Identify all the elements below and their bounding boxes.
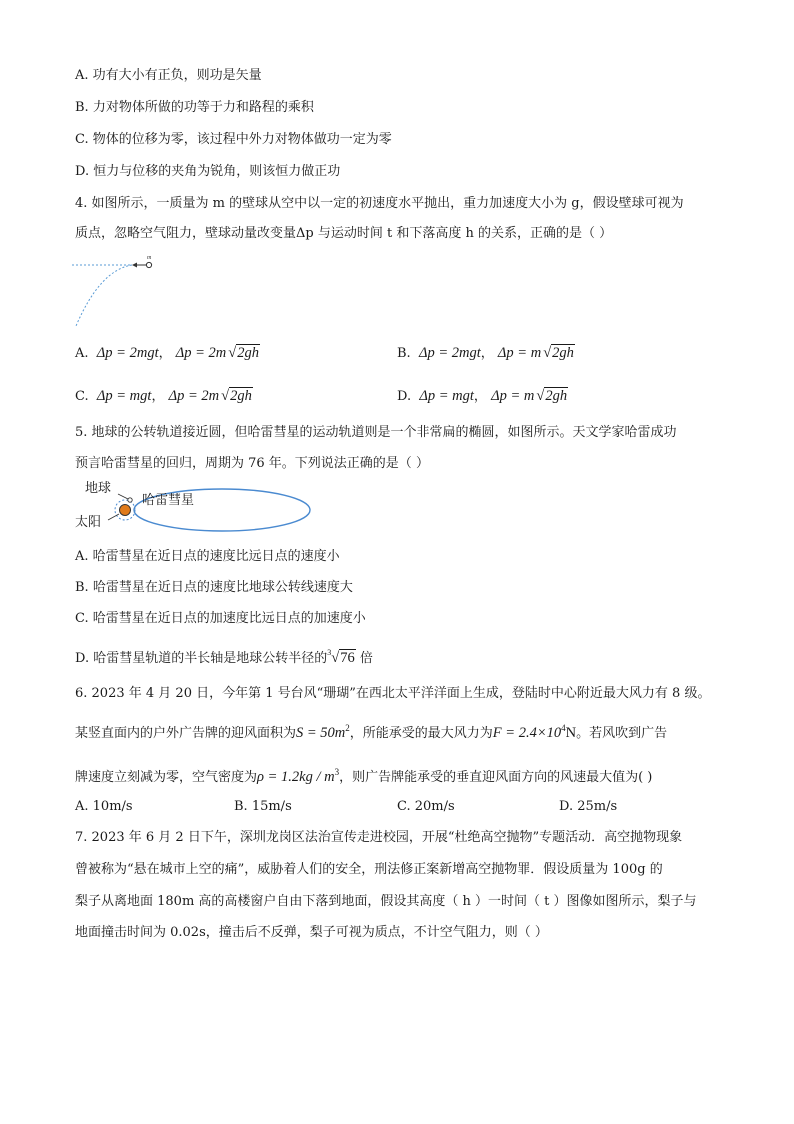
q6-area-value: S = 50m (296, 724, 346, 741)
q4-option-b-radicand: 2gh (552, 345, 574, 361)
q6-density-value: ρ = 1.2kg / m (257, 768, 335, 785)
q4-option-b-expr2-pre: Δp = m (497, 345, 542, 361)
q5-root-index: 3 (327, 648, 332, 657)
q5-sun-label: 太阳 (75, 515, 102, 530)
q4-option-b-expr1: Δp = 2mgt (418, 345, 481, 361)
q3-option-c: C. 物体的位移为零，该过程中外力对物体做功一定为零 (75, 132, 392, 147)
q6-option-b: B. 15m/s (234, 799, 292, 814)
q4-option-a (75, 345, 260, 362)
q4-option-a-radicand: 2gh (237, 345, 259, 361)
q6-line3-text: 牌速度立刻减为零，空气密度为 (75, 769, 258, 785)
q4-option-a-sep: ， (158, 346, 172, 361)
q6-force-unit: N (565, 724, 577, 741)
q4-ball-mass-label: m (147, 255, 152, 261)
q4-option-d-expr2-pre: Δp = m (491, 388, 535, 404)
q7-stem-line3: 梨子从离地面 180m 高的高楼窗户自由下落到地面，假设其高度（ h ）一时间（ t ）图像如图所示，梨子与 (75, 894, 697, 909)
q6-option-d: D. 25m/s (559, 799, 618, 814)
q4-option-c-label: C. (75, 389, 89, 404)
q6-line2-mid: ，所能承受的最大风力为 (349, 725, 493, 741)
q5-stem-line1: 5. 地球的公转轨道接近圆，但哈雷彗星的运动轨道则是一个非常扁的椭圆，如图所示。天文学家哈雷成功 (75, 425, 677, 440)
q6-area-exponent: 2 (345, 723, 350, 733)
q5-option-d-text: D. 哈雷彗星轨道的半长轴是地球公转半径的 (75, 651, 328, 666)
q7-stem-line2: 曾被称为“悬在城市上空的痛”，威胁着人们的安全，刑法修正案新增高空抛物罪．假设质量为 100g 的 (75, 862, 663, 877)
q4-projectile-figure (70, 254, 170, 330)
q5-stem-line2: 预言哈雷彗星的回归，周期为 76 年。下列说法正确的是（ ） (75, 456, 429, 471)
q6-force-expr (493, 725, 576, 741)
q6-line2-post: 。若风吹到广告 (576, 725, 668, 741)
q5-option-a: A. 哈雷彗星在近日点的速度比远日点的速度小 (75, 549, 340, 564)
q4-option-d-expr2: Δp = m √2gh (491, 388, 568, 404)
q3-option-a: A. 功有大小有正负，则功是矢量 (75, 68, 262, 83)
q4-option-b-expr2: Δp = m √2gh (497, 345, 574, 361)
q6-option-c: C. 20m/s (397, 799, 455, 814)
q4-option-b (397, 345, 575, 362)
q6-stem-line2 (75, 720, 667, 742)
q6-density-expr (257, 769, 339, 785)
q3-option-d: D. 恒力与位移的夹角为锐角，则该恒力做正功 (75, 164, 341, 179)
q6-area-expr (296, 725, 350, 741)
q4-option-a-expr1: Δp = 2mgt (96, 345, 159, 361)
q6-stem-line1: 6. 2023 年 4 月 20 日，今年第 1 号台风“珊瑚”在西北太平洋洋面上生成，登陆时中心附近最大风力有 8 级。 (75, 686, 711, 701)
q4-option-d-expr1: Δp = mgt (419, 388, 474, 404)
q6-line2-text: 某竖直面内的户外广告牌的迎风面积为 (75, 725, 297, 741)
q6-density-exponent: 3 (334, 767, 340, 777)
q5-orbit-figure (72, 474, 322, 536)
q5-comet-label: 哈雷彗星 (142, 493, 195, 508)
q4-option-d (397, 388, 568, 405)
q4-option-a-label: A. (75, 346, 89, 361)
q7-stem-line4: 地面撞击时间为 0.02s，撞击后不反弹，梨子可视为质点，不计空气阻力，则（ ） (75, 925, 548, 940)
q3-option-b: B. 力对物体所做的功等于力和路程的乘积 (75, 100, 314, 115)
q4-option-b-label: B. (397, 346, 411, 361)
q6-stem-line3 (75, 764, 652, 786)
q5-option-d-root: $^3$√76 (327, 648, 355, 666)
q4-option-c-expr2-pre: Δp = 2m (168, 388, 220, 404)
q5-option-b: B. 哈雷彗星在近日点的速度比地球公转线速度大 (75, 580, 353, 595)
q6-line3-post: ，则广告牌能承受的垂直迎风面方向的风速最大值为( ) (339, 769, 653, 785)
q5-root-radicand: 76 (340, 650, 355, 666)
q4-option-d-label: D. (397, 389, 412, 404)
q4-option-c-expr1: Δp = mgt (96, 388, 152, 404)
q7-stem-line1: 7. 2023 年 6 月 2 日下午，深圳龙岗区法治宣传走进校园，开展“杜绝高空抛物”专题活动．高空抛物现象 (75, 830, 683, 845)
q4-option-b-sep: ， (480, 346, 494, 361)
q4-stem-line1: 4. 如图所示，一质量为 m 的壁球从空中以一定的初速度水平抛出，重力加速度大小为 g，假设壁球可视为 (75, 196, 684, 211)
q5-option-d-suffix: 倍 (359, 651, 373, 666)
q4-option-a-expr2: Δp = 2m √2gh (175, 345, 259, 361)
q6-option-a: A. 10m/s (75, 799, 133, 814)
q4-option-c-expr2: Δp = 2m √2gh (168, 388, 252, 404)
q4-stem-line2: 质点，忽略空气阻力，壁球动量改变量Δp 与运动时间 t 和下落高度 h 的关系，正确的是（ ） (75, 226, 613, 241)
q4-option-d-sep: ， (473, 389, 487, 404)
q4-option-a-expr2-pre: Δp = 2m (175, 345, 227, 361)
q4-option-c (75, 388, 253, 405)
q6-force-value: F = 2.4×10 (492, 724, 562, 741)
q5-earth-label: 地球 (85, 481, 112, 496)
q5-option-d (75, 645, 373, 667)
q5-option-c: C. 哈雷彗星在近日点的加速度比远日点的加速度小 (75, 611, 366, 626)
q6-force-exponent: 4 (561, 723, 566, 733)
q4-option-c-sep: ， (151, 389, 165, 404)
q4-option-c-radicand: 2gh (230, 388, 252, 404)
q4-option-d-radicand: 2gh (545, 388, 568, 404)
